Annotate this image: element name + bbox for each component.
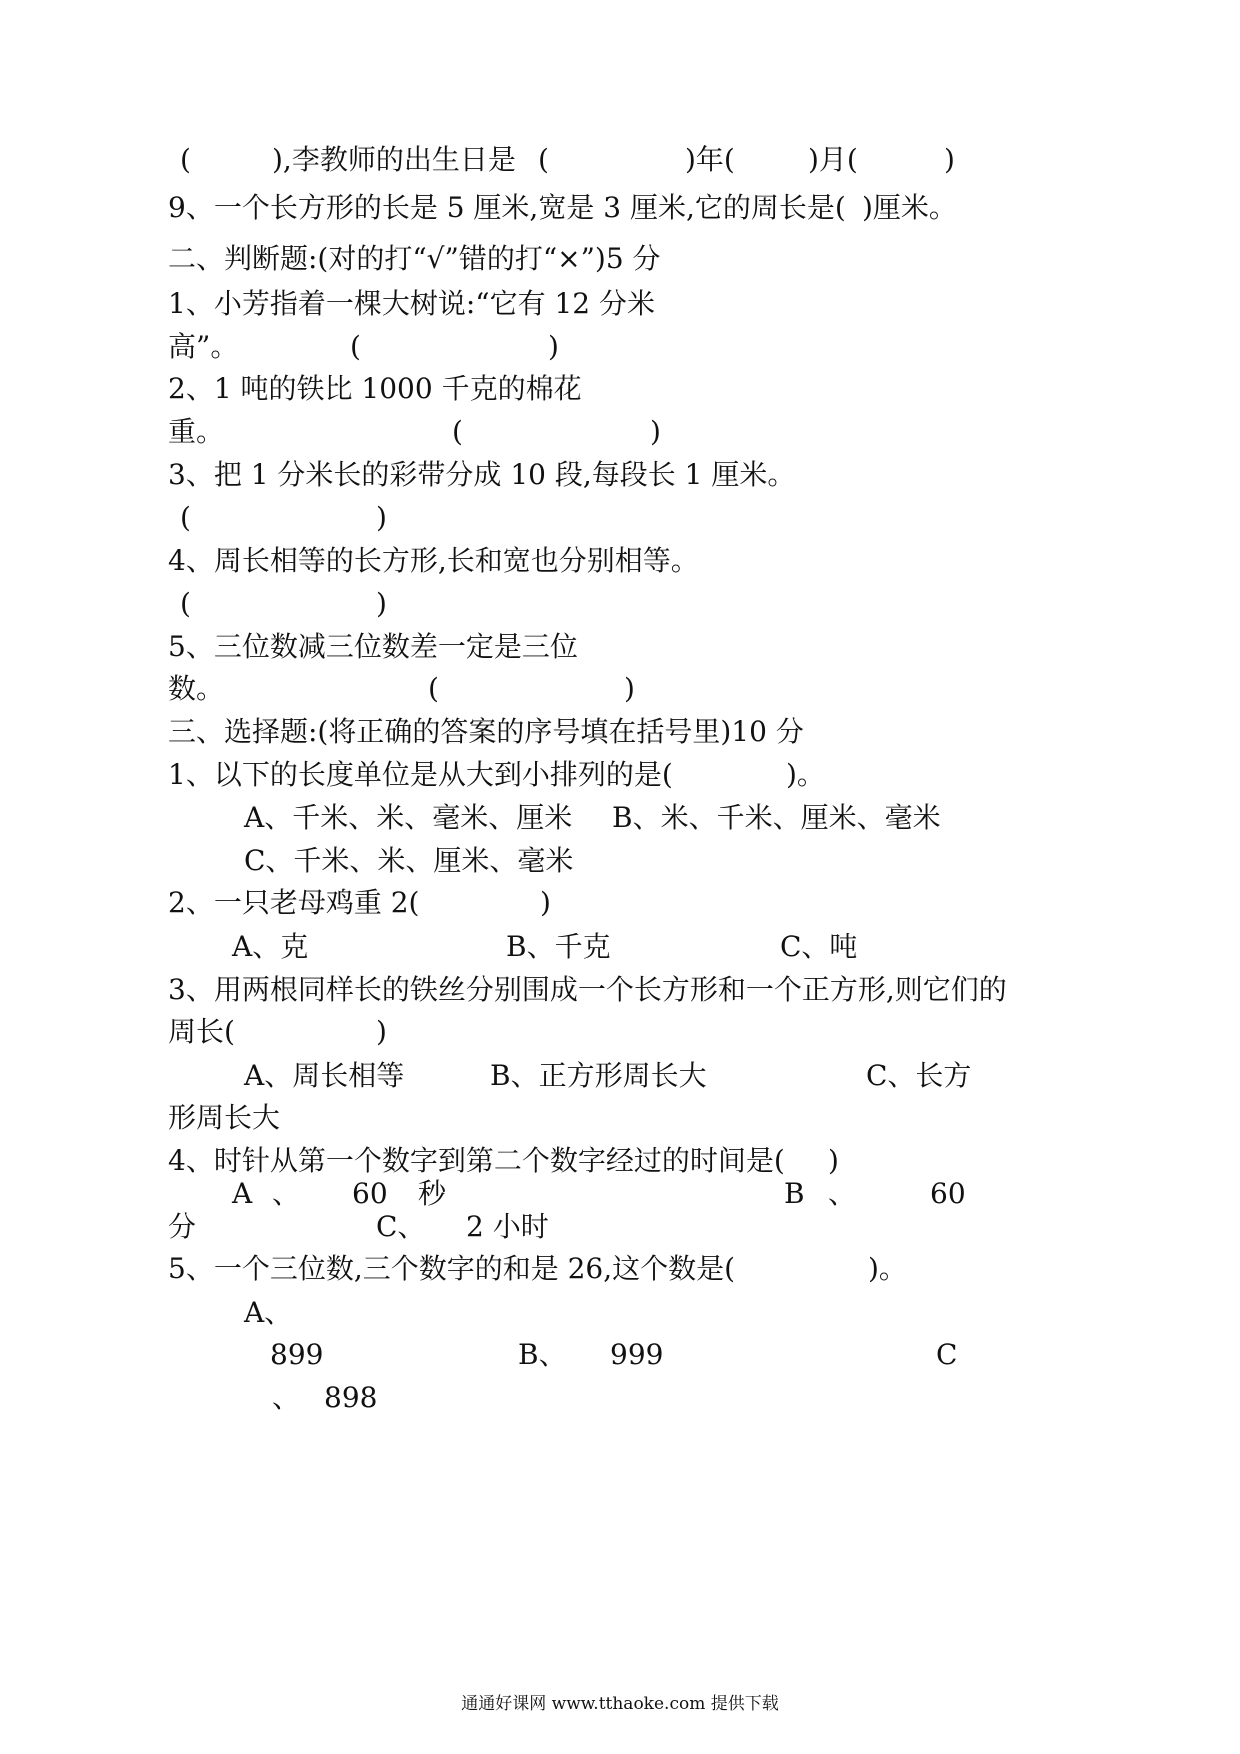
- mc-q5-option-b-value: 999: [610, 1338, 664, 1371]
- mc-q3-option-c-cont: 形周长大: [168, 1101, 281, 1134]
- tf-answer-4-close: ): [376, 587, 387, 620]
- mc-q2-option-c: C、吨: [780, 930, 858, 963]
- tf-question-1-line2: 高”。: [168, 330, 239, 363]
- mc-question-2-end: ): [540, 886, 551, 919]
- mc-q1-option-b: B、米、千米、厘米、毫米: [612, 801, 941, 834]
- mc-q2-option-a: A、克: [232, 930, 309, 963]
- tf-answer-5-close: ): [624, 672, 635, 705]
- tf-question-5-line2: 数。: [168, 672, 225, 705]
- mc-q4-option-b-unit: 分: [168, 1210, 197, 1243]
- mc-question-3-end: ): [376, 1015, 387, 1048]
- birthday-month-label: )月(: [808, 143, 858, 176]
- mc-q4-option-b-letter: B: [784, 1177, 805, 1210]
- mc-q5-option-a-value: 899: [270, 1338, 324, 1371]
- tf-answer-1-open: (: [350, 330, 361, 363]
- mc-question-3: 3、用两根同样长的铁丝分别围成一个长方形和一个正方形,则它们的: [168, 973, 1007, 1006]
- tf-question-3: 3、把 1 分米长的彩带分成 10 段,每段长 1 厘米。: [168, 458, 796, 491]
- section-3-heading: 三、选择题:(将正确的答案的序号填在括号里)10 分: [168, 715, 804, 748]
- question-9-text: 9、一个长方形的长是 5 厘米,宽是 3 厘米,它的周长是(: [168, 191, 846, 224]
- mc-q4-option-c-value: 2 小时: [466, 1210, 549, 1243]
- tf-question-4: 4、周长相等的长方形,长和宽也分别相等。: [168, 544, 699, 577]
- question-9-end: )厘米。: [862, 191, 957, 224]
- mc-q5-option-c-letter: C: [936, 1338, 958, 1371]
- mc-question-1-end: )。: [786, 758, 825, 791]
- mc-question-2: 2、一只老母鸡重 2(: [168, 886, 420, 919]
- tf-answer-4-open: (: [180, 587, 191, 620]
- tf-answer-2-close: ): [650, 415, 661, 448]
- mc-q4-option-a-sep: 、: [272, 1177, 301, 1210]
- mc-q3-option-c: C、长方: [866, 1059, 972, 1092]
- tf-answer-3-close: ): [376, 501, 387, 534]
- tf-question-2-line2: 重。: [168, 415, 225, 448]
- mc-question-1: 1、以下的长度单位是从大到小排列的是(: [168, 758, 673, 791]
- birthday-open-paren: (: [180, 143, 191, 176]
- mc-q5-option-b-letter: B、: [518, 1338, 567, 1371]
- tf-question-5-line1: 5、三位数减三位数差一定是三位: [168, 630, 578, 663]
- mc-question-3-line2: 周长(: [168, 1015, 235, 1048]
- mc-q4-option-a-unit: 秒: [418, 1177, 447, 1210]
- mc-q1-option-c: C、千米、米、厘米、毫米: [244, 844, 574, 877]
- mc-q4-option-a-letter: A: [232, 1177, 253, 1210]
- birthday-year-open: (: [538, 143, 549, 176]
- birthday-year-label: )年(: [685, 143, 735, 176]
- mc-q3-option-b: B、正方形周长大: [490, 1059, 707, 1092]
- mc-q3-option-a: A、周长相等: [244, 1059, 405, 1092]
- tf-answer-5-open: (: [428, 672, 439, 705]
- mc-q4-option-a-value: 60: [352, 1177, 388, 1210]
- mc-question-4: 4、时针从第一个数字到第二个数字经过的时间是(: [168, 1144, 785, 1177]
- mc-q5-option-c-value: 898: [324, 1381, 378, 1414]
- mc-q5-option-c-sep: 、: [272, 1381, 301, 1414]
- tf-answer-1-close: ): [548, 330, 559, 363]
- mc-q4-option-b-sep: 、: [828, 1177, 857, 1210]
- tf-answer-2-open: (: [452, 415, 463, 448]
- mc-q4-option-c-letter: C、: [376, 1210, 426, 1243]
- mc-q5-option-a-letter: A、: [244, 1296, 293, 1329]
- mc-question-5-end: )。: [868, 1252, 907, 1285]
- birthday-close-paren: ): [944, 143, 955, 176]
- mc-question-4-end: ): [828, 1144, 839, 1177]
- mc-q1-option-a: A、千米、米、毫米、厘米: [244, 801, 573, 834]
- tf-question-2-line1: 2、1 吨的铁比 1000 千克的棉花: [168, 372, 582, 405]
- mc-q2-option-b: B、千克: [506, 930, 611, 963]
- birthday-question-text: ),李教师的出生日是: [272, 143, 516, 176]
- tf-answer-3-open: (: [180, 501, 191, 534]
- section-2-heading: 二、判断题:(对的打“√”错的打“×”)5 分: [168, 242, 661, 275]
- mc-q4-option-b-value: 60: [930, 1177, 966, 1210]
- page-footer: 通通好课网 www.tthaoke.com 提供下载: [461, 1694, 779, 1714]
- tf-question-1-line1: 1、小芳指着一棵大树说:“它有 12 分米: [168, 287, 655, 320]
- mc-question-5: 5、一个三位数,三个数字的和是 26,这个数是(: [168, 1252, 736, 1285]
